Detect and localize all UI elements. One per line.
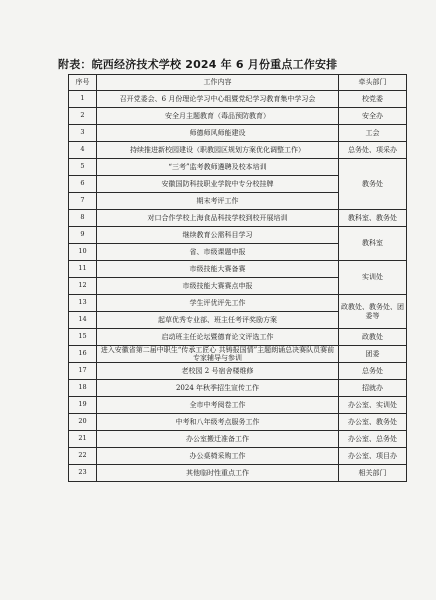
row-dept: 政教处、教务处、团委等 <box>339 295 407 329</box>
row-dept: 实训处 <box>339 261 407 295</box>
page-title: 附表：皖西经济技术学校 2024 年 6 月份重点工作安排 <box>58 58 338 71</box>
row-seq: 5 <box>69 159 97 176</box>
row-dept: 总务处、项采办 <box>339 142 407 159</box>
row-seq: 13 <box>69 295 97 312</box>
row-task: “三考”监考教师遴聘及校本培训 <box>97 159 339 176</box>
row-seq: 17 <box>69 363 97 380</box>
row-seq: 14 <box>69 312 97 329</box>
table-row <box>69 414 407 431</box>
row-dept: 教科室、教务处 <box>339 210 407 227</box>
header-task: 工作内容 <box>97 75 339 91</box>
row-task: 对口合作学校上海食品科技学校到校开展培训 <box>97 210 339 227</box>
row-seq: 9 <box>69 227 97 244</box>
row-seq: 12 <box>69 278 97 295</box>
row-dept: 工会 <box>339 125 407 142</box>
row-task: 省、市级课题申报 <box>97 244 339 261</box>
table-row <box>69 380 407 397</box>
row-seq: 19 <box>69 397 97 414</box>
row-dept: 校党委 <box>339 91 407 108</box>
table-row <box>69 329 407 346</box>
row-seq: 11 <box>69 261 97 278</box>
header-dept: 牵头部门 <box>339 75 407 91</box>
row-task: 安全月主题教育（毒品预防教育） <box>97 108 339 125</box>
row-seq: 6 <box>69 176 97 193</box>
header-seq: 序号 <box>69 75 97 91</box>
row-task: 市级技能大赛备赛 <box>97 261 339 278</box>
row-dept: 办公室、项目办 <box>339 448 407 465</box>
row-dept: 相关部门 <box>339 465 407 482</box>
row-dept: 团委 <box>339 346 407 363</box>
row-dept: 办公室、总务处 <box>339 431 407 448</box>
row-seq: 22 <box>69 448 97 465</box>
row-task: 2024 年秋季招生宣传工作 <box>97 380 339 397</box>
row-dept: 安全办 <box>339 108 407 125</box>
table-row <box>69 261 407 278</box>
row-task: 办公桌椅采购工作 <box>97 448 339 465</box>
table-header-row <box>69 75 407 91</box>
row-task: 中考和八年级考点服务工作 <box>97 414 339 431</box>
row-dept: 政教处 <box>339 329 407 346</box>
row-task: 办公室搬迁准备工作 <box>97 431 339 448</box>
row-task: 学生评优评先工作 <box>97 295 339 312</box>
table-row <box>69 159 407 176</box>
row-dept: 办公室、实训处 <box>339 397 407 414</box>
row-seq: 16 <box>69 346 97 363</box>
row-task: 市级技能大赛赛点申报 <box>97 278 339 295</box>
row-seq: 2 <box>69 108 97 125</box>
row-seq: 10 <box>69 244 97 261</box>
row-task: 启动班主任论坛暨德育论文评选工作 <box>97 329 339 346</box>
table-row <box>69 397 407 414</box>
table-row <box>69 125 407 142</box>
table-row <box>69 448 407 465</box>
row-task: 老校园 2 号宿舍楼维修 <box>97 363 339 380</box>
row-task: 其他临时性重点工作 <box>97 465 339 482</box>
table-row <box>69 363 407 380</box>
row-seq: 7 <box>69 193 97 210</box>
row-task: 安徽国防科技职业学院中专分校挂牌 <box>97 176 339 193</box>
table-row <box>69 295 407 312</box>
row-seq: 15 <box>69 329 97 346</box>
row-task: 持续推进新校园建设（职教园区规划方案优化调整工作） <box>97 142 339 159</box>
table-row <box>69 210 407 227</box>
table-row <box>69 142 407 159</box>
row-seq: 18 <box>69 380 97 397</box>
row-task: 继续教育公需科目学习 <box>97 227 339 244</box>
table-row <box>69 227 407 244</box>
row-dept: 教务处 <box>339 159 407 210</box>
table-row <box>69 431 407 448</box>
work-schedule-table <box>68 74 407 482</box>
row-seq: 4 <box>69 142 97 159</box>
row-task: 期末考评工作 <box>97 193 339 210</box>
table-row <box>69 108 407 125</box>
row-dept: 办公室、教务处 <box>339 414 407 431</box>
table-row <box>69 91 407 108</box>
row-seq: 23 <box>69 465 97 482</box>
row-task: 全市中考阅卷工作 <box>97 397 339 414</box>
row-task: 召开党委会、6 月份理论学习中心组暨党纪学习教育集中学习会 <box>97 91 339 108</box>
row-seq: 21 <box>69 431 97 448</box>
row-seq: 3 <box>69 125 97 142</box>
row-task: 起草优秀专业部、班主任考评奖励方案 <box>97 312 339 329</box>
table-row <box>69 346 407 363</box>
row-seq: 8 <box>69 210 97 227</box>
row-task: 进入安徽省第二届中职生“传承工匠心 共铸报国情”主题朗诵总决赛队员赛前专家辅导与参训 <box>97 346 339 363</box>
row-seq: 20 <box>69 414 97 431</box>
row-dept: 教科室 <box>339 227 407 261</box>
row-dept: 招就办 <box>339 380 407 397</box>
row-task: 师德师风师能建设 <box>97 125 339 142</box>
table-row <box>69 465 407 482</box>
row-seq: 1 <box>69 91 97 108</box>
row-dept: 总务处 <box>339 363 407 380</box>
